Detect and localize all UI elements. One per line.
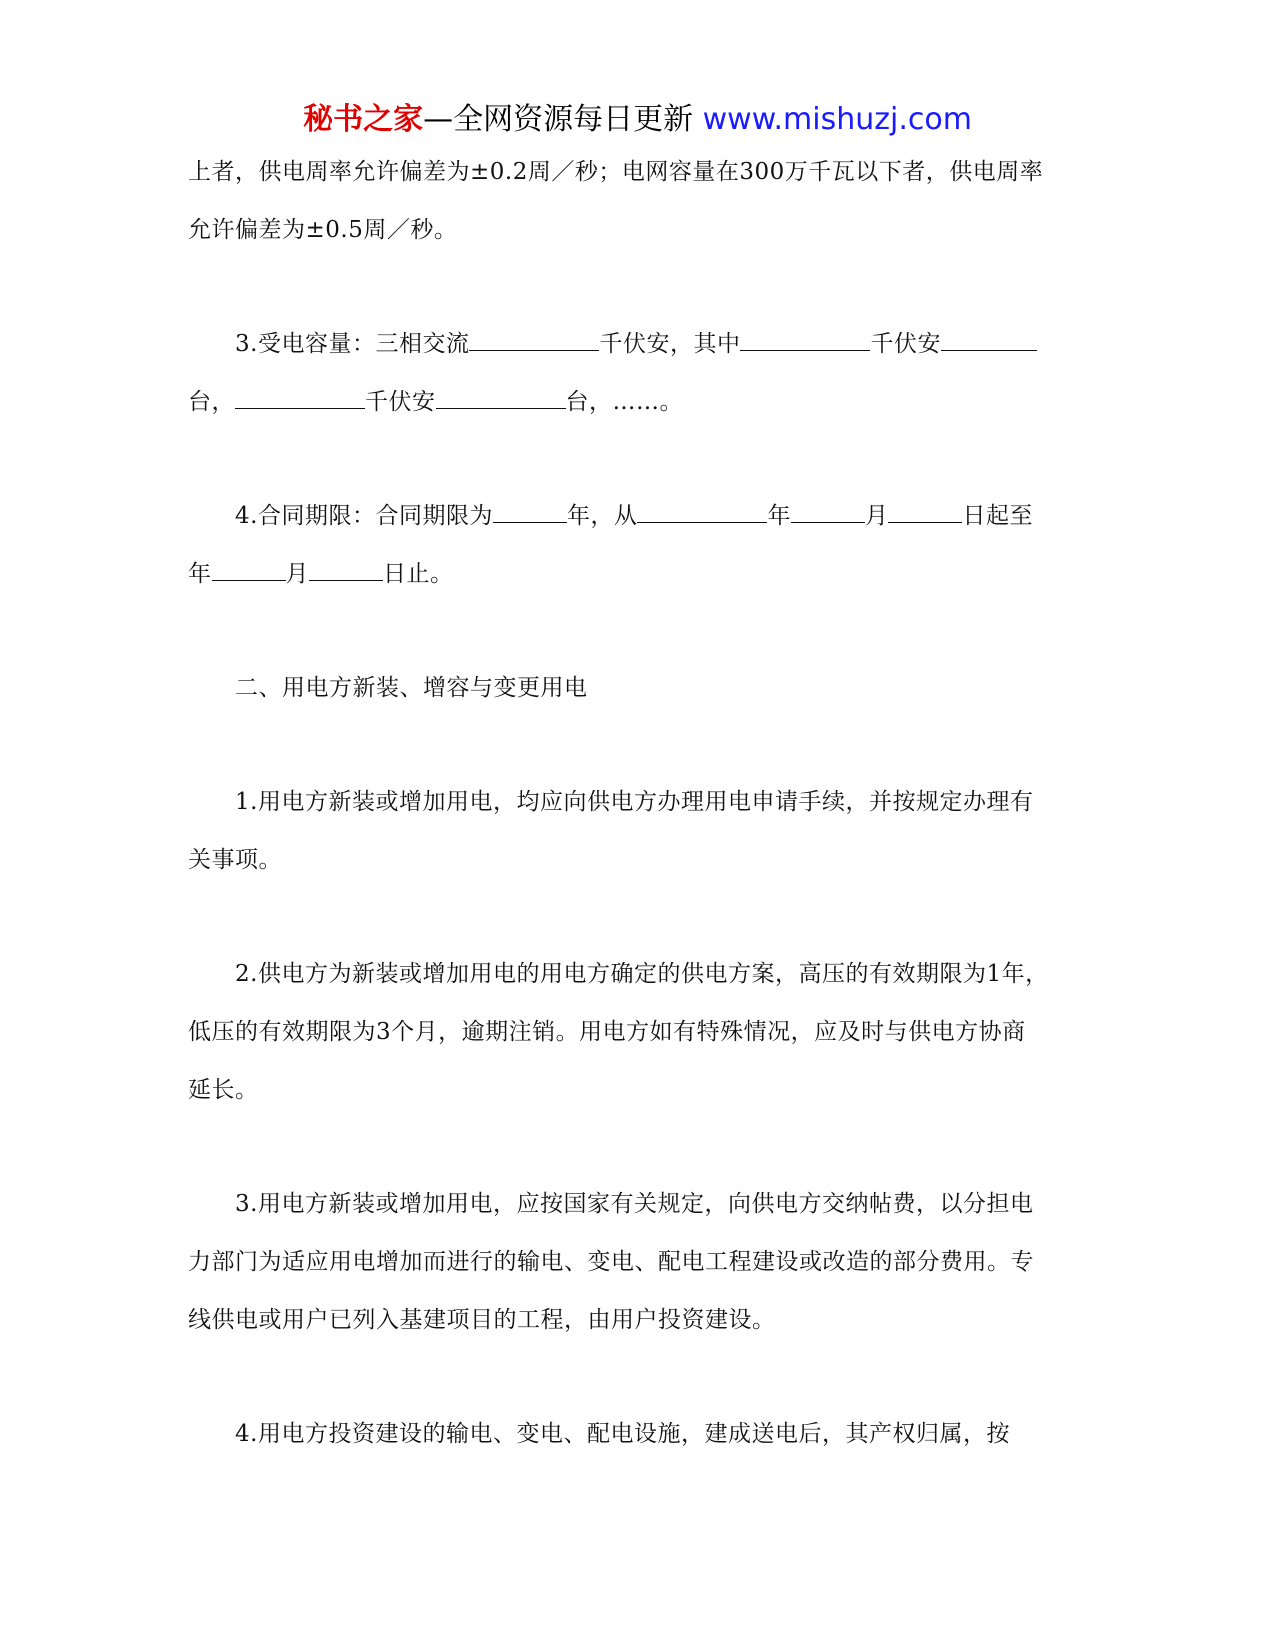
fill-in-blank[interactable] [469,328,599,351]
text-fragment: 千伏安 [870,331,941,357]
fill-in-blank[interactable] [436,386,566,409]
fill-in-blank[interactable] [941,328,1037,351]
text-fragment: 千伏安 [365,389,436,415]
fill-in-blank[interactable] [235,386,365,409]
text-fragment: 台，……。 [565,389,683,415]
paragraph-line: 延长。 [188,1077,259,1103]
text-fragment: 台， [188,389,235,415]
fill-in-blank[interactable] [309,558,383,581]
site-brand: 秘书之家 [303,102,424,137]
paragraph-line: 4.用电方投资建设的输电、变电、配电设施，建成送电后，其产权归属，按 [235,1421,1010,1447]
text-fragment: 日止。 [383,561,454,587]
capacity-clause-line [188,373,1088,431]
paragraph-line: 关事项。 [188,847,282,873]
paragraph-line: 低压的有效期限为3个月，逾期注销。用电方如有特殊情况，应及时与供电方协商 [188,1019,1026,1045]
section-heading: 二、用电方新装、增容与变更用电 [235,675,588,701]
text-fragment: 年，从 [566,503,638,529]
paragraph-line: 上者，供电周率允许偏差为±0.2周／秒；电网容量在300万千瓦以下者，供电周率 [188,159,1044,185]
fill-in-blank[interactable] [740,328,870,351]
text-fragment: 4.合同期限：合同期限为 [235,503,493,529]
fill-in-blank[interactable] [493,500,567,523]
paragraph-line: 力部门为适应用电增加而进行的输电、变电、配电工程建设或改造的部分费用。专 [188,1249,1034,1275]
capacity-clause-line [188,315,1088,373]
fill-in-blank[interactable] [637,500,767,523]
paragraph-line: 2.供电方为新装或增加用电的用电方确定的供电方案，高压的有效期限为1年， [235,961,1049,987]
fill-in-blank[interactable] [791,500,865,523]
paragraph-line: 1.用电方新装或增加用电，均应向供电方办理用电申请手续，并按规定办理有 [235,789,1034,815]
text-fragment: 年 [767,503,791,529]
paragraph-line: 允许偏差为±0.5周／秒。 [188,217,458,243]
document-body [188,143,1088,1463]
paragraph-line: 3.用电方新装或增加用电，应按国家有关规定，向供电方交纳帖费，以分担电 [235,1191,1034,1217]
fill-in-blank[interactable] [212,558,286,581]
text-fragment: 年 [188,561,212,587]
text-fragment: 千伏安，其中 [599,331,741,357]
fill-in-blank[interactable] [888,500,962,523]
term-clause-line [188,487,1088,545]
site-slogan: —全网资源每日更新 [423,102,694,137]
text-fragment: 月 [285,561,309,587]
paragraph-line: 线供电或用户已列入基建项目的工程，由用户投资建设。 [188,1307,776,1333]
site-url-link[interactable]: www.mishuzj.com [702,102,972,137]
text-fragment: 日起至 [962,503,1033,529]
text-fragment: 3.受电容量：三相交流 [235,331,470,357]
site-header [0,100,1275,140]
term-clause-line [188,545,1088,603]
text-fragment: 月 [864,503,889,529]
